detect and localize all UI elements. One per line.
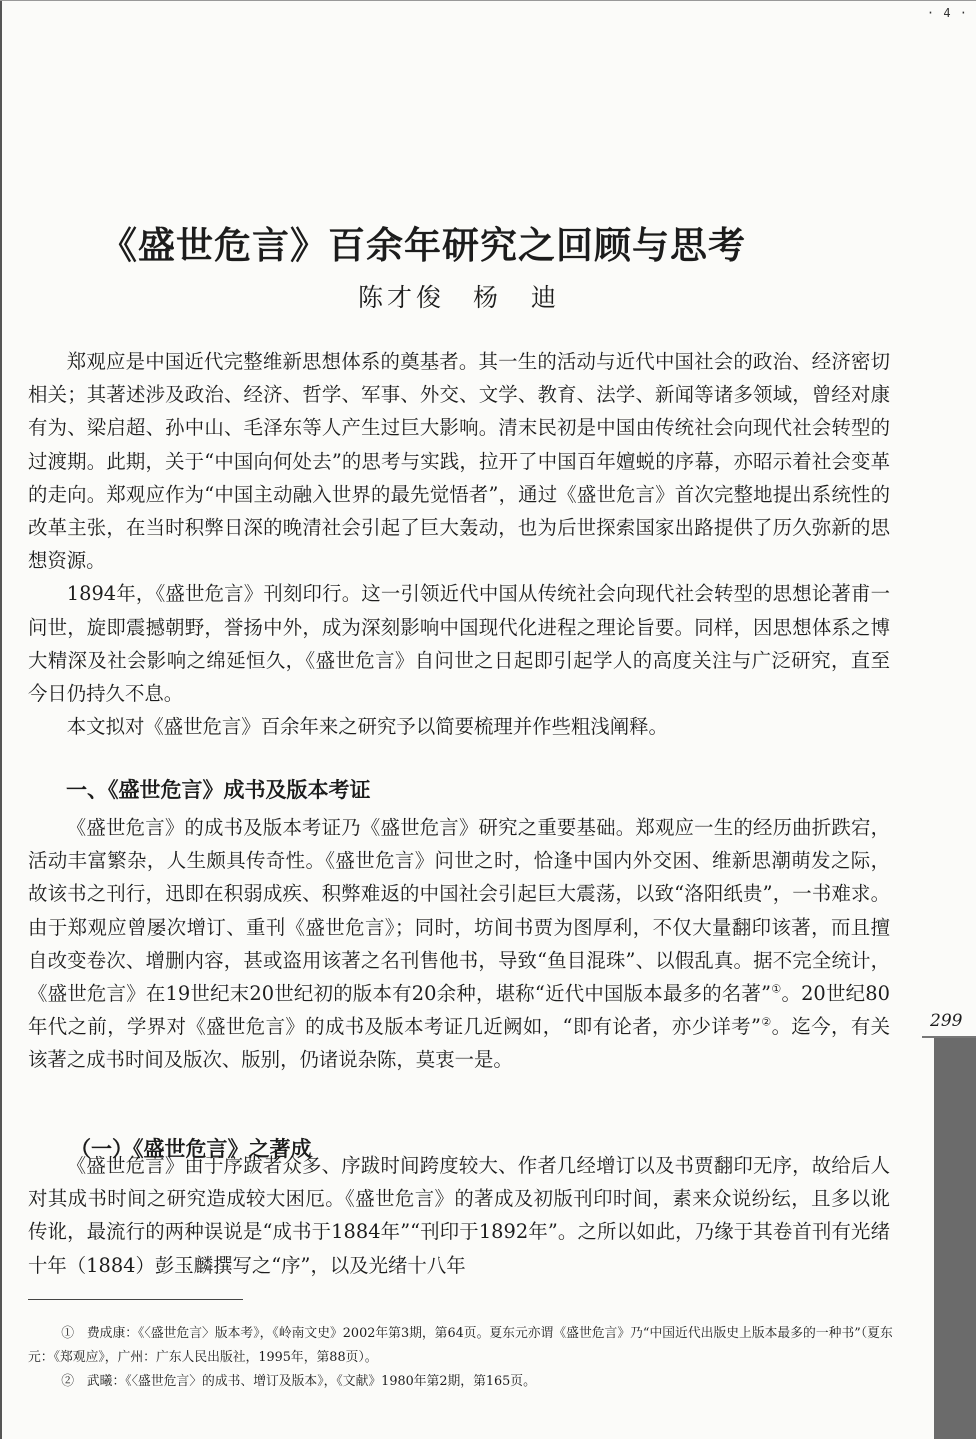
section1-p1-part2: 。20世纪80年代之前，学界对《盛世危言》的成书及版本考证几近阙如，“即有论者，亦少详考” [28,982,890,1039]
article-title: 《盛世危言》百余年研究之回顾与思考 [100,223,746,267]
intro-paragraph-1: 郑观应是中国近代完整维新思想体系的奠基者。其一生的活动与近代中国社会的政治、经济密切相关；其著述涉及政治、经济、哲学、军事、外交、文学、教育、法学、新闻等诸多领域，曾经对康有为、梁启超、孙中山、毛泽东等人产生过巨大影响。清末民初是中国由传统社会向现代社会转型的过渡期。此期，关于“中国向何处去”的思考与实践，拉开了中国百年嬗蜕的序幕，亦昭示着社会变革的走向。郑观应作为“中国主动融入世界的最先觉悟者”，通过《盛世危言》首次完整地提出系统性的改革主张，在当时积弊日深的晚清社会引起了巨大轰动，也为后世探索国家出路提供了历久弥新的思想资源。 [28,350,890,573]
corner-mark: · 4 · [926,6,968,20]
footnote-ref-1[interactable]: ① [771,982,782,996]
page-number: 299 [930,1011,963,1031]
author-1: 陈才俊 [358,283,446,312]
authors [358,278,560,314]
page-tab-bar [934,1038,976,1439]
footnote-ref-2[interactable]: ② [760,1015,772,1029]
intro-paragraph-3: 本文拟对《盛世危言》百余年来之研究予以简要梳理并作些粗浅阐释。 [66,715,668,739]
subsection1-text [28,1149,890,1282]
footnote-rule [28,1299,243,1300]
section1-p1-part1: 《盛世危言》的成书及版本考证乃《盛世危言》研究之重要基础。郑观应一生的经历曲折跌宕，活动丰富繁杂，人生颇具传奇性。《盛世危言》问世之时，恰逢中国内外交困、维新思潮萌发之际，故该书之刊行，迅即在积弱成疾、积弊难返的中国社会引起巨大震荡，以致“洛阳纸贵”，一书难求。由于郑观应曾屡次增订、重刊《盛世危言》；同时，坊间书贾为图厚利，不仅大量翻印该著，而且擅自改变卷次、增删内容，甚或盗用该著之名刊售他书，导致“鱼目混珠”、以假乱真。据不完全统计，《盛世危言》在19世纪末20世纪初的版本有20余种，堪称“近代中国版本最多的名著” [28,816,890,1006]
section-heading-1: 一、《盛世危言》成书及版本考证 [66,778,371,803]
intro-paragraph-2: 1894年，《盛世危言》刊刻印行。这一引领近代中国从传统社会向现代社会转型的思想论著甫一问世，旋即震撼朝野，誉扬中外，成为深刻影响中国现代化进程之理论旨要。同样，因思想体系之博大精深及社会影响之绵延恒久，《盛世危言》自问世之日起即引起学人的高度关注与广泛研究，直至今日仍持久不息。 [28,582,890,706]
page-left-edge [0,0,2,1439]
footnote-1: ① 费成康：《〈盛世危言〉版本考》，《岭南文史》2002年第3期，第64页。夏东元亦谓《盛世危言》乃“中国近代出版史上版本最多的一种书”（夏东元：《郑观应》，广州：广东人民出版社，1995年，第88页）。 [28,1326,893,1365]
intro-text [28,345,890,743]
footnote-2: ② 武曦：《〈盛世危言〉的成书、增订及版本》，《文献》1980年第2期，第165页。 [61,1374,536,1389]
footnotes [28,1322,896,1394]
page-top-edge [0,0,976,1]
section1-p1-part3: 。迄今，有关该著之成书时间及版次、版别，仍诸说杂陈，莫衷一是。 [28,1015,891,1072]
subsection-heading-1: （一）《盛世危言》之著成 [70,1136,312,1161]
section1-paragraph-1 [28,811,890,1077]
subsection1-paragraph-1: 《盛世危言》由于序跋者众多、序跋时间跨度较大、作者几经增订以及书贾翻印无序，故给后人对其成书时间之研究造成较大困厄。《盛世危言》的著成及初版刊印时间，素来众说纷纭，且多以讹传讹，最流行的两种误说是“成书于1884年”“刊印于1892年”。之所以如此，乃缘于其卷首刊有光绪十年（1884）彭玉麟撰写之“序”，以及光绪十八年 [28,1154,890,1277]
section1-text [28,811,890,1077]
author-2: 杨 迪 [473,283,561,312]
